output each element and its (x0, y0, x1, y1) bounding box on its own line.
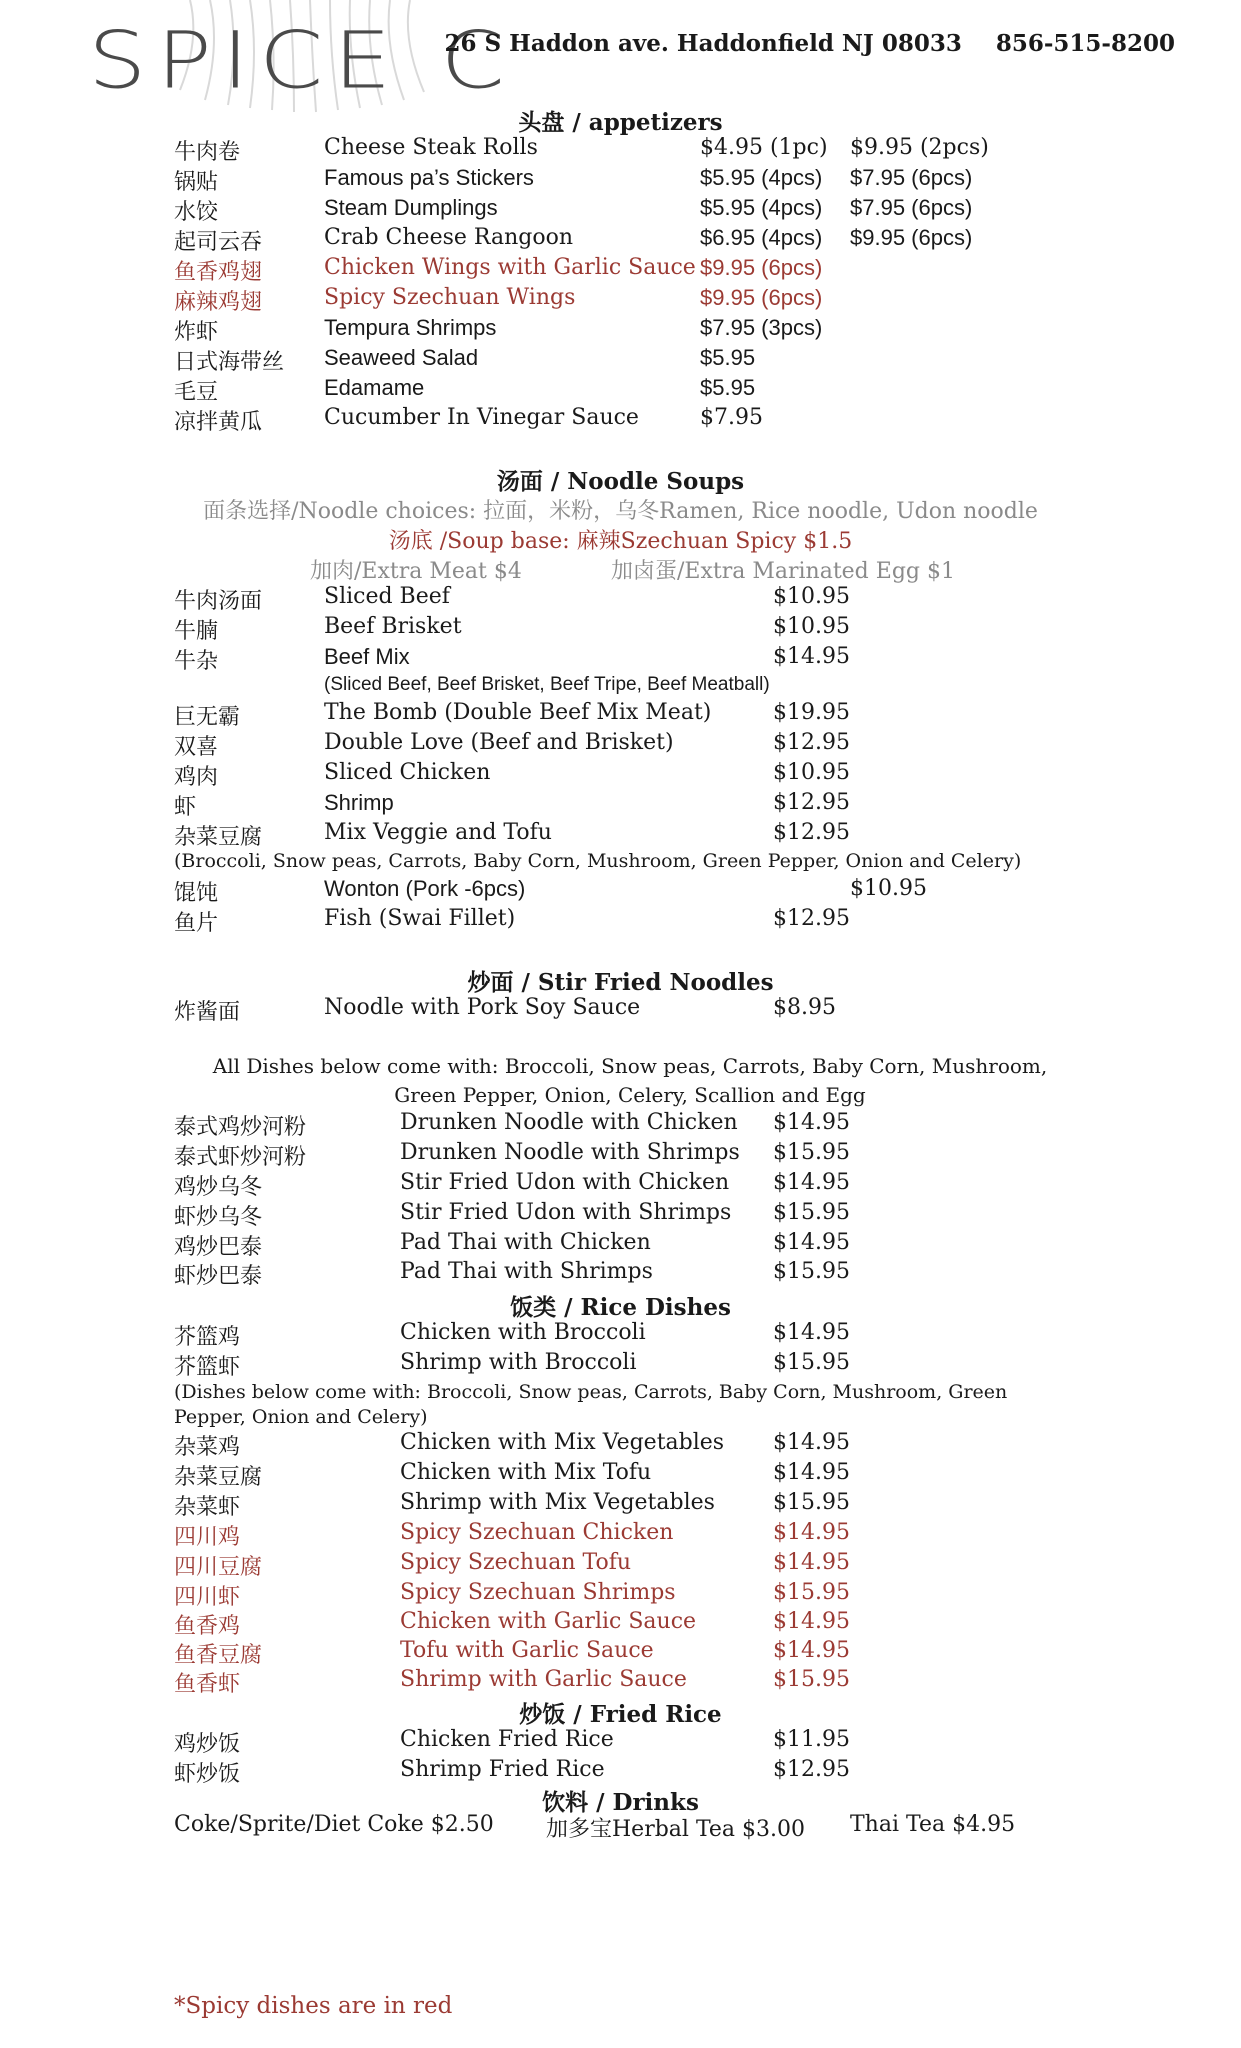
item-price: $12.95 (773, 906, 850, 931)
item-price: $4.95 (1pc) (700, 135, 828, 160)
menu-item-row (0, 1430, 1241, 1460)
item-english-name: Cucumber In Vinegar Sauce (324, 405, 639, 430)
logo-text: SPICE C (88, 15, 515, 107)
item-price: $10.95 (773, 760, 850, 785)
item-english-name: Chicken with Broccoli (400, 1320, 646, 1345)
menu-item-row (0, 876, 1241, 906)
item-chinese-name: 虾 (174, 795, 197, 820)
item-english-name: Stir Fried Udon with Chicken (400, 1170, 730, 1195)
item-chinese-name: 虾炒饭 (174, 1762, 241, 1787)
item-english-name: Pad Thai with Shrimps (400, 1259, 653, 1284)
item-price: $10.95 (773, 614, 850, 639)
restaurant-logo (80, 0, 520, 115)
item-chinese-name: 炸虾 (174, 320, 219, 345)
menu-item-row (0, 995, 1241, 1025)
contact-info (444, 30, 1175, 57)
spicy-legend-note: *Spicy dishes are in red (174, 1993, 453, 2019)
menu-item-row (0, 375, 1241, 405)
item-chinese-name: 四川豆腐 (174, 1555, 263, 1580)
item-english-name: Shrimp (324, 790, 394, 815)
item-price: $12.95 (773, 730, 850, 755)
item-price: $10.95 (850, 876, 927, 901)
item-price: $8.95 (773, 995, 836, 1020)
item-price: $9.95 (6pcs) (700, 285, 823, 310)
item-english-name: Sliced Beef (324, 584, 450, 609)
item-chinese-name: 鸡炒巴泰 (174, 1235, 263, 1260)
item-price: $15.95 (773, 1350, 850, 1375)
item-english-name: Drunken Noodle with Chicken (400, 1110, 738, 1135)
item-chinese-name: 鱼香豆腐 (174, 1643, 263, 1668)
item-english-name: Tempura Shrimps (324, 315, 497, 340)
item-chinese-name: 凉拌黄瓜 (174, 410, 263, 435)
item-english-name: Shrimp with Garlic Sauce (400, 1667, 687, 1692)
item-price: $15.95 (773, 1580, 850, 1605)
item-english-name: Fish (Swai Fillet) (324, 906, 516, 931)
item-price: $14.95 (773, 1638, 850, 1663)
item-price: $12.95 (773, 790, 850, 815)
item-english-name: Pad Thai with Chicken (400, 1230, 651, 1255)
item-chinese-name: 鸡炒饭 (174, 1732, 241, 1757)
item-price: $15.95 (773, 1200, 850, 1225)
menu-item-row (0, 1460, 1241, 1490)
menu-item-row-spicy (0, 1580, 1241, 1610)
item-price: $7.95 (700, 405, 763, 430)
menu-item-row (0, 1320, 1241, 1350)
veggie-note: (Broccoli, Snow peas, Carrots, Baby Corn, Mushroom, Green Pepper, Onion and Celery) (174, 850, 1022, 872)
item-price-alt: $7.95 (6pcs) (850, 195, 973, 220)
item-english-name: Shrimp with Broccoli (400, 1350, 637, 1375)
item-price: $14.95 (773, 1430, 850, 1455)
menu-item-row (0, 315, 1241, 345)
extra-meat-note: 加肉/Extra Meat $4 (310, 559, 522, 584)
item-price-alt: $9.95 (2pcs) (850, 135, 989, 160)
item-english-name: The Bomb (Double Beef Mix Meat) (324, 700, 712, 725)
item-chinese-name: 鱼香鸡 (174, 1614, 241, 1639)
item-english-name: Edamame (324, 375, 425, 400)
item-chinese-name: 炸酱面 (174, 1000, 241, 1025)
item-english-name: Seaweed Salad (324, 345, 479, 370)
item-chinese-name: 泰式鸡炒河粉 (174, 1115, 307, 1140)
menu-item-row (0, 1170, 1241, 1200)
item-english-name: Chicken Fried Rice (400, 1727, 614, 1752)
item-chinese-name: 泰式虾炒河粉 (174, 1145, 307, 1170)
item-price: $14.95 (773, 1609, 850, 1634)
item-english-name: Sliced Chicken (324, 760, 491, 785)
phone-text: 856-515-8200 (995, 30, 1175, 57)
menu-item-row (0, 1727, 1241, 1757)
item-chinese-name: 虾炒巴泰 (174, 1264, 263, 1289)
menu-item-row-spicy (0, 1520, 1241, 1550)
address-text: 26 S Haddon ave. Haddonfield NJ 08033 (444, 30, 962, 57)
item-price: $15.95 (773, 1667, 850, 1692)
item-price: $12.95 (773, 820, 850, 845)
menu-item-row-spicy (0, 285, 1241, 315)
item-price: $5.95 (700, 375, 756, 400)
item-price: $14.95 (773, 1520, 850, 1545)
item-price: $14.95 (773, 1460, 850, 1485)
menu-item-row (0, 1490, 1241, 1520)
item-price-alt: $7.95 (6pcs) (850, 165, 973, 190)
drink-item: Coke/Sprite/Diet Coke $2.50 (174, 1812, 494, 1837)
menu-item-row (0, 614, 1241, 644)
item-chinese-name: 杂菜豆腐 (174, 825, 263, 850)
item-english-name: Stir Fried Udon with Shrimps (400, 1200, 732, 1225)
menu-item-row (0, 135, 1241, 165)
item-english-name: Spicy Szechuan Wings (324, 285, 576, 310)
item-english-name: Beef Mix (324, 644, 410, 669)
drink-item: 加多宝Herbal Tea $3.00 (546, 1817, 806, 1842)
item-english-name: Shrimp Fried Rice (400, 1757, 605, 1782)
section-title-stir-fried-noodles: 炒面 / Stir Fried Noodles (467, 969, 774, 996)
item-price: $5.95 (700, 345, 756, 370)
item-english-name: Crab Cheese Rangoon (324, 225, 573, 250)
extra-egg-note: 加卤蛋/Extra Marinated Egg $1 (611, 559, 955, 584)
section-title-appetizers: 头盘 / appetizers (518, 109, 723, 136)
item-price: $6.95 (4pcs) (700, 225, 823, 250)
item-chinese-name: 杂菜豆腐 (174, 1465, 263, 1490)
item-chinese-name: 水饺 (174, 200, 219, 225)
item-price: $7.95 (3pcs) (700, 315, 823, 340)
item-english-name: Chicken Wings with Garlic Sauce (324, 255, 696, 280)
item-chinese-name: 牛肉汤面 (174, 589, 263, 614)
item-price: $14.95 (773, 1110, 850, 1135)
item-chinese-name: 鱼香虾 (174, 1672, 241, 1697)
item-chinese-name: 四川鸡 (174, 1525, 241, 1550)
menu-item-row-spicy (0, 255, 1241, 285)
item-chinese-name: 牛肉卷 (174, 140, 241, 165)
item-chinese-name: 虾炒乌冬 (174, 1205, 263, 1230)
item-english-name: Steam Dumplings (324, 195, 498, 220)
item-english-name: Double Love (Beef and Brisket) (324, 730, 674, 755)
item-chinese-name: 馄饨 (174, 881, 219, 906)
section-title-fried-rice: 炒饭 / Fried Rice (519, 1701, 722, 1728)
menu-item-row (0, 700, 1241, 730)
item-chinese-name: 麻辣鸡翅 (174, 290, 263, 315)
menu-item-row (0, 790, 1241, 820)
item-price-alt: $9.95 (6pcs) (850, 225, 973, 250)
menu-item-row (0, 165, 1241, 195)
drink-item: Thai Tea $4.95 (850, 1812, 1016, 1837)
section-title-rice-dishes: 饭类 / Rice Dishes (510, 1294, 731, 1321)
item-price: $15.95 (773, 1259, 850, 1284)
item-price: $10.95 (773, 584, 850, 609)
menu-item-row (0, 225, 1241, 255)
menu-item-row (0, 1140, 1241, 1170)
item-english-name: Chicken with Garlic Sauce (400, 1609, 697, 1634)
item-chinese-name: 鸡肉 (174, 765, 219, 790)
menu-item-row-spicy (0, 1609, 1241, 1639)
item-english-name: Spicy Szechuan Shrimps (400, 1580, 676, 1605)
item-chinese-name: 四川虾 (174, 1585, 241, 1610)
item-english-name: Spicy Szechuan Tofu (400, 1550, 632, 1575)
stir-fried-note: All Dishes below come with: Broccoli, Snow peas, Carrots, Baby Corn, Mushroom, Green Pepper, Onion, Celery, Scallion and Egg (212, 1054, 1048, 1107)
menu-item-row (0, 405, 1241, 435)
item-chinese-name: 芥篮虾 (174, 1355, 241, 1380)
section-title-noodle-soups: 汤面 / Noodle Soups (496, 468, 745, 495)
item-price: $14.95 (773, 644, 850, 669)
item-price: $9.95 (6pcs) (700, 255, 823, 280)
item-chinese-name: 牛腩 (174, 619, 219, 644)
item-chinese-name: 芥篮鸡 (174, 1325, 241, 1350)
menu-item-row-spicy (0, 1638, 1241, 1668)
item-english-name: Cheese Steak Rolls (324, 135, 538, 160)
item-price: $5.95 (4pcs) (700, 165, 823, 190)
item-chinese-name: 鸡炒乌冬 (174, 1175, 263, 1200)
item-english-name: Chicken with Mix Vegetables (400, 1430, 725, 1455)
item-price: $19.95 (773, 700, 850, 725)
item-chinese-name: 锅贴 (174, 170, 219, 195)
item-english-name: Drunken Noodle with Shrimps (400, 1140, 740, 1165)
menu-item-row (0, 906, 1241, 936)
item-chinese-name: 牛杂 (174, 649, 219, 674)
menu-item-row (0, 1757, 1241, 1787)
menu-item-row (0, 1200, 1241, 1230)
menu-item-row (0, 345, 1241, 375)
item-chinese-name: 杂菜虾 (174, 1495, 241, 1520)
menu-item-row (0, 1259, 1241, 1289)
item-price: $14.95 (773, 1230, 850, 1255)
item-chinese-name: 杂菜鸡 (174, 1435, 241, 1460)
beef-mix-note: (Sliced Beef, Beef Brisket, Beef Tripe, Beef Meatball) (324, 674, 770, 695)
item-price: $5.95 (4pcs) (700, 195, 823, 220)
section-title-drinks: 饮料 / Drinks (542, 1789, 699, 1816)
menu-item-row (0, 820, 1241, 850)
item-chinese-name: 双喜 (174, 735, 219, 760)
item-chinese-name: 起司云吞 (174, 230, 263, 255)
item-english-name: Mix Veggie and Tofu (324, 820, 552, 845)
item-price: $11.95 (773, 1727, 850, 1752)
menu-item-row (0, 760, 1241, 790)
item-chinese-name: 鱼片 (174, 911, 219, 936)
rice-dishes-note: (Dishes below come with: Broccoli, Snow peas, Carrots, Baby Corn, Mushroom, Green Pepper, Onion and Celery) (174, 1381, 1008, 1428)
menu-item-row (0, 1230, 1241, 1260)
item-english-name: Famous pa’s Stickers (324, 165, 534, 190)
item-price: $12.95 (773, 1757, 850, 1782)
noodle-choices-note: 面条选择/Noodle choices: 拉面，米粉，乌冬Ramen, Rice noodle, Udon noodle (203, 499, 1038, 524)
item-price: $14.95 (773, 1170, 850, 1195)
item-chinese-name: 巨无霸 (174, 705, 241, 730)
item-english-name: Tofu with Garlic Sauce (400, 1638, 654, 1663)
item-price: $15.95 (773, 1140, 850, 1165)
menu-item-row (0, 195, 1241, 225)
item-english-name: Shrimp with Mix Vegetables (400, 1490, 715, 1515)
item-english-name: Wonton (Pork -6pcs) (324, 876, 526, 901)
menu-item-row-spicy (0, 1667, 1241, 1697)
item-chinese-name: 日式海带丝 (174, 350, 285, 375)
menu-item-row-spicy (0, 1550, 1241, 1580)
item-chinese-name: 毛豆 (174, 380, 219, 405)
menu-item-row (0, 1350, 1241, 1380)
soup-base-note: 汤底 /Soup base: 麻辣Szechuan Spicy $1.5 (388, 529, 853, 554)
item-english-name: Spicy Szechuan Chicken (400, 1520, 674, 1545)
item-chinese-name: 鱼香鸡翅 (174, 260, 263, 285)
item-price: $15.95 (773, 1490, 850, 1515)
item-english-name: Beef Brisket (324, 614, 462, 639)
menu-item-row (0, 1110, 1241, 1140)
item-price: $14.95 (773, 1320, 850, 1345)
menu-item-row (0, 730, 1241, 760)
item-english-name: Chicken with Mix Tofu (400, 1460, 652, 1485)
item-english-name: Noodle with Pork Soy Sauce (324, 995, 641, 1020)
item-price: $14.95 (773, 1550, 850, 1575)
menu-item-row (0, 584, 1241, 614)
menu-item-row (0, 644, 1241, 674)
